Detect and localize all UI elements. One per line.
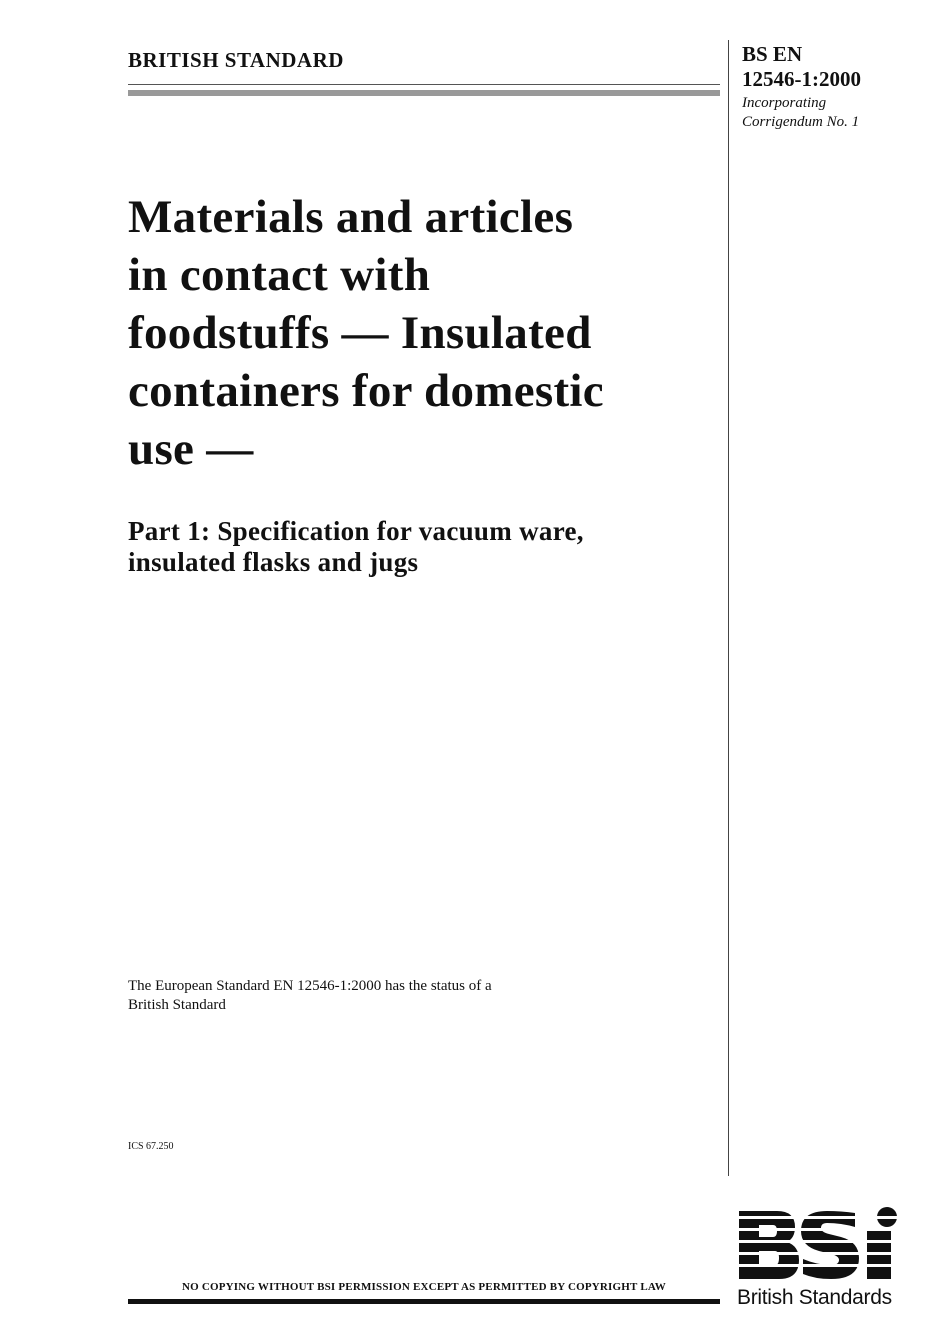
logo-caption: British Standards	[737, 1286, 892, 1309]
vertical-divider	[728, 40, 729, 1176]
standard-code-line-1: BS EN	[742, 42, 803, 66]
standard-code-line-2: 12546-1:2000	[742, 67, 861, 91]
ics-code: ICS 67.250	[128, 1141, 174, 1152]
title-line: Materials and articles	[128, 191, 574, 243]
title-line: use —	[128, 423, 254, 475]
corrigendum-note-line-2: Corrigendum No. 1	[742, 114, 860, 130]
copyright-notice: NO COPYING WITHOUT BSI PERMISSION EXCEPT AS PERMITTED BY COPYRIGHT LAW	[181, 1281, 667, 1293]
standard-identifier	[742, 42, 932, 132]
title-line: containers for domestic	[128, 365, 604, 417]
title-line: foodstuffs — Insulated	[128, 307, 592, 359]
corrigendum-note-line-1: Incorporating	[742, 95, 827, 111]
title-line: in contact with	[128, 249, 431, 301]
header-rule-thick	[128, 90, 720, 96]
document-type-label: BRITISH STANDARD	[128, 48, 344, 72]
document-title	[128, 188, 724, 478]
part-title	[128, 516, 724, 578]
status-line: The European Standard EN 12546-1:2000 has the status of a	[128, 978, 492, 994]
footer-rule	[128, 1299, 720, 1304]
status-statement	[128, 977, 598, 1015]
part-title-line: insulated flasks and jugs	[128, 547, 419, 577]
header-rule-thin	[128, 84, 720, 85]
status-line: British Standard	[128, 997, 226, 1013]
part-title-line: Part 1: Specification for vacuum ware,	[128, 516, 584, 546]
